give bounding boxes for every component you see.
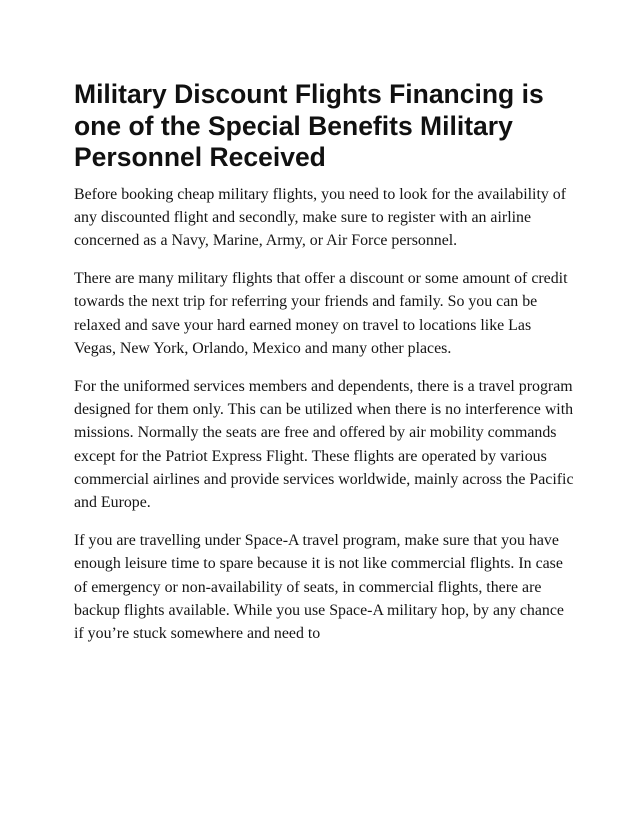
paragraph-4: If you are travelling under Space-A travel program, make sure that you have enough leisure time to spare because it is not like commercial flights. In case of emergency or non-availability of seats, in commercial flights, there are backup flights available. While you use Space-A military hop, by any chance if you’re stuck somewhere and need to bbox=[74, 532, 564, 642]
document-body bbox=[74, 79, 574, 660]
paragraph-1: Before booking cheap military flights, you need to look for the availability of any discounted flight and secondly, make sure to register with an airline concerned as a Navy, Marine, Army, or Air Force personnel. bbox=[74, 185, 567, 249]
paragraph-2: There are many military flights that offer a discount or some amount of credit towards the next trip for referring your friends and family. So you can be relaxed and save your hard earned money on travel to locations like Las Vegas, New York, Orlando, Mexico and many other places. bbox=[74, 270, 568, 357]
paragraph-3: For the uniformed services members and dependents, there is a travel program designed for them only. This can be utilized when there is no interference with missions. Normally the seats are free and offered by air mobility commands except for the Patriot Express Flight. These flights are operated by various commercial airlines and provide services worldwide, mainly across the Pacific and Europe. bbox=[74, 377, 574, 511]
document-title: Military Discount Flights Financing is one of the Special Benefits Military Personnel Received bbox=[74, 79, 544, 172]
